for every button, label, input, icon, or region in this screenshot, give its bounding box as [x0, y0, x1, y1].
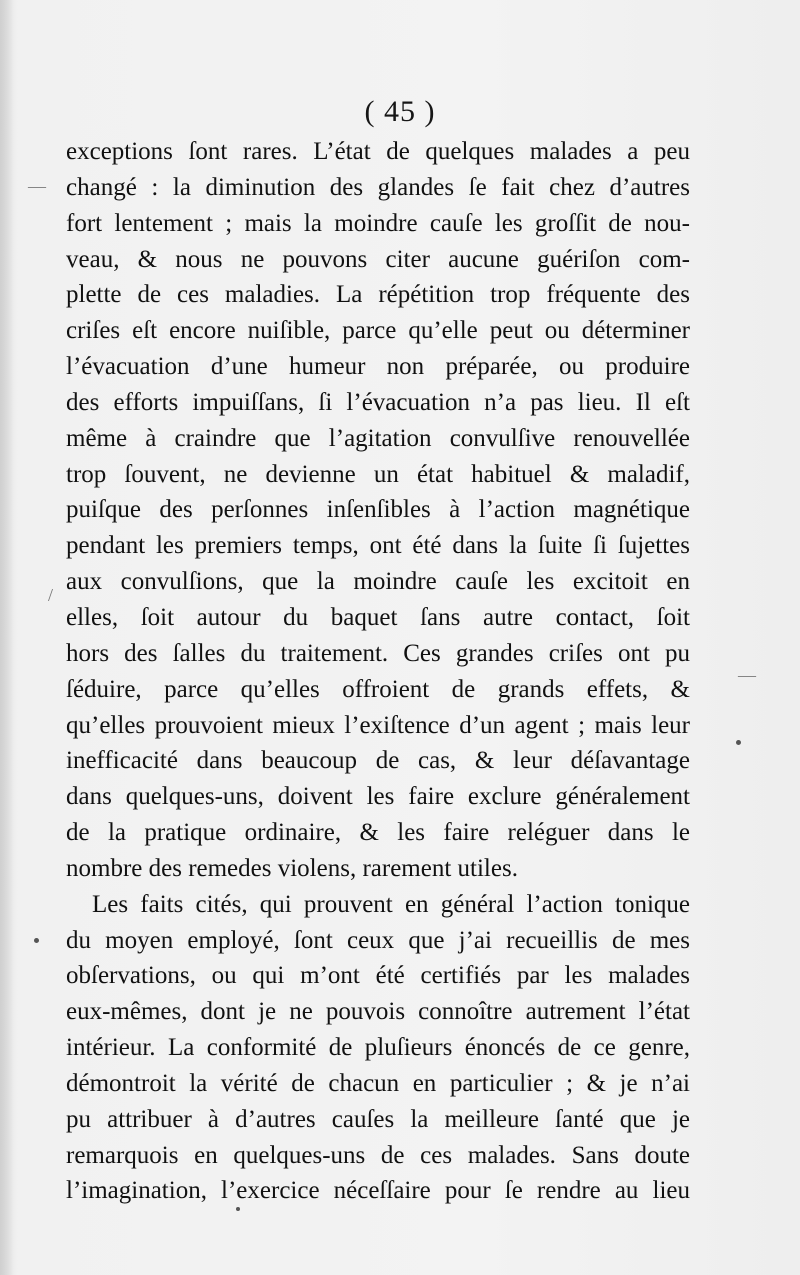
text-line: inefficacité dans beaucoup de cas, & leur déſavantage — [66, 747, 690, 775]
text-line: des efforts impuiſſans, ſi l’évacuation n’a pas lieu. Il eſt — [66, 388, 690, 416]
text-line: de la pratique ordinaire, & les faire reléguer dans le — [66, 819, 690, 847]
text-line: eux-mêmes, dont je ne pouvois connoître autrement l’état — [66, 998, 690, 1026]
text-line: dans quelques-uns, doivent les faire exclure généralement — [66, 783, 690, 811]
text-line: plette de ces maladies. La répétition trop fréquente des — [66, 281, 690, 309]
margin-dash-mark: / — [48, 585, 54, 605]
text-line: l’imagination, l’exercice néceſſaire pour ſe rendre au lieu — [66, 1177, 690, 1205]
page-number: ( 45 ) — [364, 95, 436, 128]
paragraph-first-line: Les faits cités, qui prouvent en général l’action tonique — [92, 890, 690, 918]
text-line: qu’elles prouvoient mieux l’exiſtence d’un agent ; mais leur — [66, 711, 690, 739]
text-line: criſes eſt encore nuiſible, parce qu’elle peut ou déterminer — [66, 317, 690, 345]
ink-speck — [34, 938, 39, 943]
ink-speck — [736, 740, 741, 745]
text-line: trop ſouvent, ne devienne un état habituel & maladif, — [66, 460, 690, 488]
text-line: hors des ſalles du traitement. Ces grandes criſes ont pu — [66, 639, 690, 667]
ink-speck — [236, 1207, 240, 1211]
text-line: remarquois en quelques-uns de ces malades. Sans doute — [66, 1141, 690, 1169]
text-line: exceptions ſont rares. L’état de quelques malades a peu — [66, 138, 690, 165]
text-line: veau, & nous ne pouvons citer aucune guériſon com- — [66, 245, 690, 273]
text-line: nombre des remedes violens, rarement utiles. — [66, 854, 518, 882]
text-line: l’évacuation d’une humeur non préparée, ou produire — [66, 353, 690, 381]
text-line: puiſque des perſonnes inſenſibles à l’action magnétique — [66, 496, 690, 524]
body-text — [66, 134, 690, 1209]
page-gutter-shadow — [0, 0, 14, 1275]
text-line: obſervations, ou qui m’ont été certifiés par les malades — [66, 962, 690, 990]
text-line: changé : la diminution des glandes ſe fait chez d’autres — [66, 173, 690, 201]
text-line: même à craindre que l’agitation convulſive renouvellée — [66, 424, 690, 452]
text-line: intérieur. La conformité de pluſieurs énoncés de ce genre, — [66, 1034, 690, 1062]
margin-dash-mark: — — [28, 176, 46, 196]
text-line: pendant les premiers temps, ont été dans la ſuite ſi ſujettes — [66, 532, 690, 560]
margin-dash-mark: — — [738, 665, 756, 685]
text-line: pu attribuer à d’autres cauſes la meilleure ſanté que je — [66, 1105, 690, 1133]
text-line: fort lentement ; mais la moindre cauſe les groſſit de nou- — [66, 209, 690, 237]
text-line: ſéduire, parce qu’elles offroient de grands effets, & — [66, 675, 690, 703]
text-line: elles, ſoit autour du baquet ſans autre contact, ſoit — [66, 603, 690, 631]
text-line: démontroit la vérité de chacun en particulier ; & je n’ai — [66, 1069, 690, 1097]
text-line: aux convulſions, que la moindre cauſe les excitoit en — [66, 568, 690, 596]
text-line: du moyen employé, ſont ceux que j’ai recueillis de mes — [66, 926, 690, 954]
